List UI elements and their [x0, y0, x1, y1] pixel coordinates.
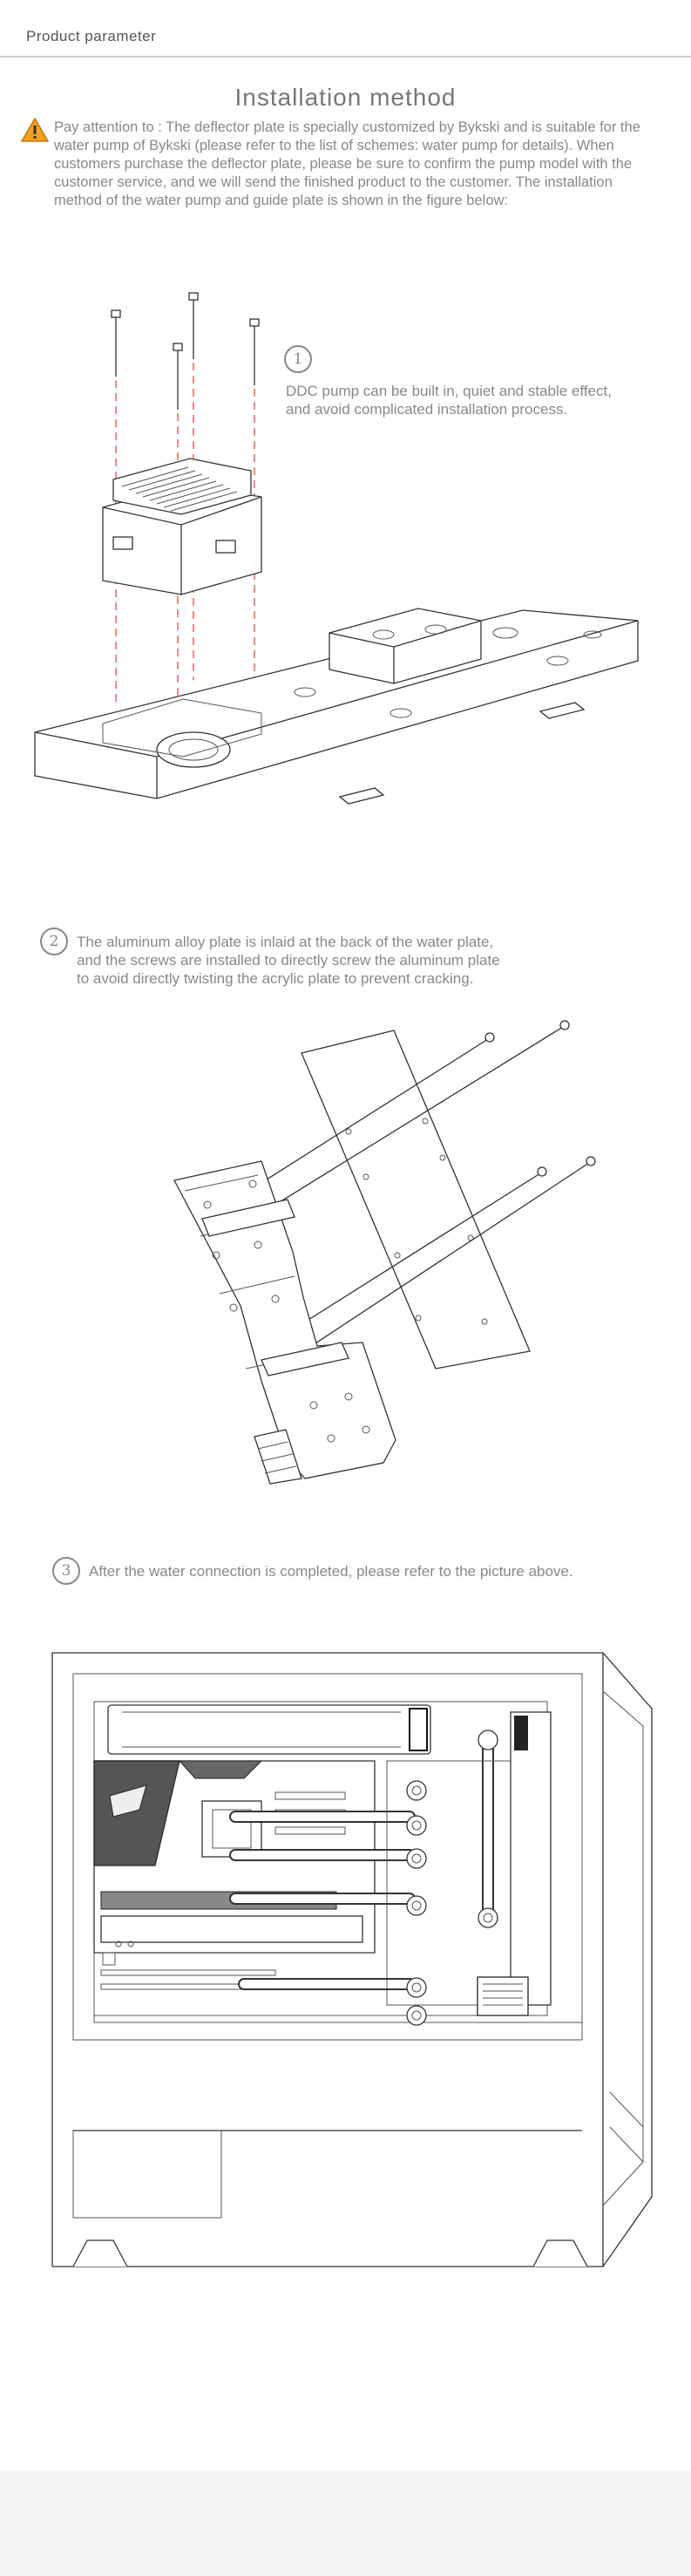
radiator — [108, 1705, 430, 1754]
acrylic-plate — [301, 1030, 530, 1369]
step-3-number: 3 — [52, 1557, 80, 1585]
screw — [173, 343, 182, 410]
pump-plate-illustration — [0, 279, 691, 802]
step-2-line-1: The aluminum alloy plate is inlaid at the back of the water plate, — [77, 934, 494, 950]
pc-case-illustration — [0, 1639, 691, 2267]
step-2-number: 2 — [40, 928, 68, 955]
screw — [112, 310, 120, 377]
deflector-plate — [35, 608, 638, 804]
step-3-line-1: After the water connection is completed, please refer to the picture above. — [89, 1563, 573, 1580]
step-2-line-3: to avoid directly twisting the acrylic plate to prevent cracking. — [77, 970, 474, 987]
step-2-line-2: and the screws are installed to directly screw the aluminum plate — [77, 952, 500, 969]
footer-band — [0, 2471, 691, 2576]
header-title: Product parameter — [26, 28, 157, 44]
aluminum-plate-illustration — [0, 1003, 691, 1508]
section-title: Installation method — [234, 84, 457, 111]
screw — [189, 293, 198, 359]
water-block — [174, 1161, 396, 1484]
ddc-pump — [103, 459, 261, 595]
warning-icon — [21, 117, 49, 143]
page-header — [0, 0, 691, 58]
step-1-number: 1 — [284, 345, 312, 373]
step-1-line-1: DDC pump can be built in, quiet and stable effect, — [286, 383, 612, 399]
step-1-line-2: and avoid complicated installation process. — [286, 401, 568, 418]
screw — [250, 319, 259, 385]
notice-text: Pay attention to : The deflector plate is specially customized by Bykski and is suitable for the water pump of Bykski (please refer to the list of schemes: water pump for details). When customers purchase the deflector plate, please be sure to confirm the pump model with the customer service, and we will send the finished product to the customer. The installation method of the water pump and guide plate is shown in the figure below: — [54, 119, 640, 208]
